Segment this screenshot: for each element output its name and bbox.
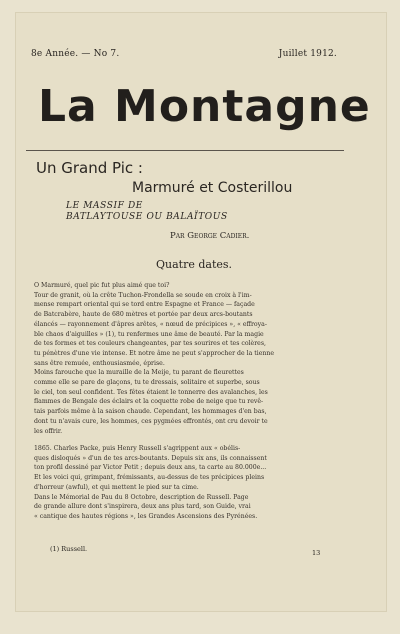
text-line: Tour de granit, où la crête Tuchon-Frondella se soude en croix à l'im-	[34, 291, 252, 299]
text-line: 1865. Charles Packe, puis Henry Russell s'agrippent aux « obélis-	[34, 445, 241, 452]
text-line: tu pénètres d'une vie intense. Et notre âme ne peut s'approcher de la tienne	[34, 349, 274, 357]
text-line: « cantique des hautes régions », les Grandes Ascensions des Pyrénées.	[34, 512, 258, 520]
text-line: ton profil dessiné par Victor Petit ; depuis deux ans, ta carte au 80.000e...	[34, 464, 267, 472]
text-line: Moins farouche que la muraille de la Meije, tu parant de fleurettes	[34, 369, 244, 377]
text-line: tais parfois même à la saison chaude. Cependant, les hommages d'en bas,	[34, 408, 267, 416]
text-line: mense rempart oriental qui se tord entre Espagne et France — façade	[34, 301, 255, 309]
text-line: d'horreur (awful), et qui mettent le pied sur ta cime.	[34, 483, 199, 491]
issue-number: 8e Année. — No 7.	[31, 49, 120, 59]
article-subtitle	[66, 201, 326, 223]
text-line: comme elle se pare de glaçons, tu te dressais, solitaire et superbe, sous	[34, 379, 260, 387]
text-line: le ciel, ton seul confident. Tes fêtes étaient le tonnerre des avalanches, les	[34, 388, 268, 396]
text-line: sans être remuée, enthousiasmée, éprise.	[34, 359, 165, 367]
article-title-line-2: Marmuré et Costerillou	[132, 180, 293, 196]
subtitle-line-1: LE MASSIF DE	[66, 201, 143, 211]
text-line: de grande allure dont s'inspirera, deux ans plus tard, son Guide, vrai	[34, 503, 251, 511]
issue-header	[31, 49, 337, 59]
text-line: flammes de Bengale des éclairs et la coquette robe de neige que tu revê-	[34, 398, 264, 406]
text-line: de tes formes et tes couleurs changeantes, par tes sourires et tes colères,	[34, 340, 266, 348]
text-line: les offrir.	[34, 427, 63, 435]
masthead-rule	[26, 150, 344, 151]
subtitle-line-2: BATLAYTOUSE OU BALAÏTOUS	[66, 212, 228, 222]
paragraph-1	[34, 281, 344, 436]
section-title: Quatre dates.	[156, 258, 233, 271]
text-line: de Batcrabère, haute de 680 mètres et portée par deux arcs-boutants	[34, 311, 253, 319]
text-line: élancés — rayonnement d'âpres arêtes, « nœud de précipices », « effroya-	[34, 320, 267, 328]
text-line: O Marmuré, quel pic fut plus aimé que toi?	[34, 282, 170, 289]
article-title-line-1: Un Grand Pic :	[36, 159, 143, 177]
document-page	[16, 13, 386, 611]
text-line: Et les voici qui, grimpant, frémissants, au-dessus de tes précipices pleins	[34, 474, 265, 482]
footnote: (1) Russell.	[50, 545, 88, 553]
text-line: ques disloqués » d'un de tes arcs-boutants. Depuis six ans, ils connaissent	[34, 454, 267, 462]
paragraph-2	[34, 444, 344, 522]
issue-date: Juillet 1912.	[278, 49, 337, 59]
masthead-title: La Montagne	[38, 81, 371, 132]
page-number: 13	[312, 549, 321, 557]
article-byline: Par George Cadier.	[170, 231, 250, 241]
text-line: Dans le Mémorial de Pau du 8 Octobre, description de Russell. Page	[34, 493, 249, 501]
text-line: ble chaos d'aiguilles » (1), tu renfermes une âme de beauté. Par la magie	[34, 330, 264, 338]
text-line: dont tu n'avais cure, les hommes, ces pygmées effrontés, ont cru devoir te	[34, 417, 268, 425]
